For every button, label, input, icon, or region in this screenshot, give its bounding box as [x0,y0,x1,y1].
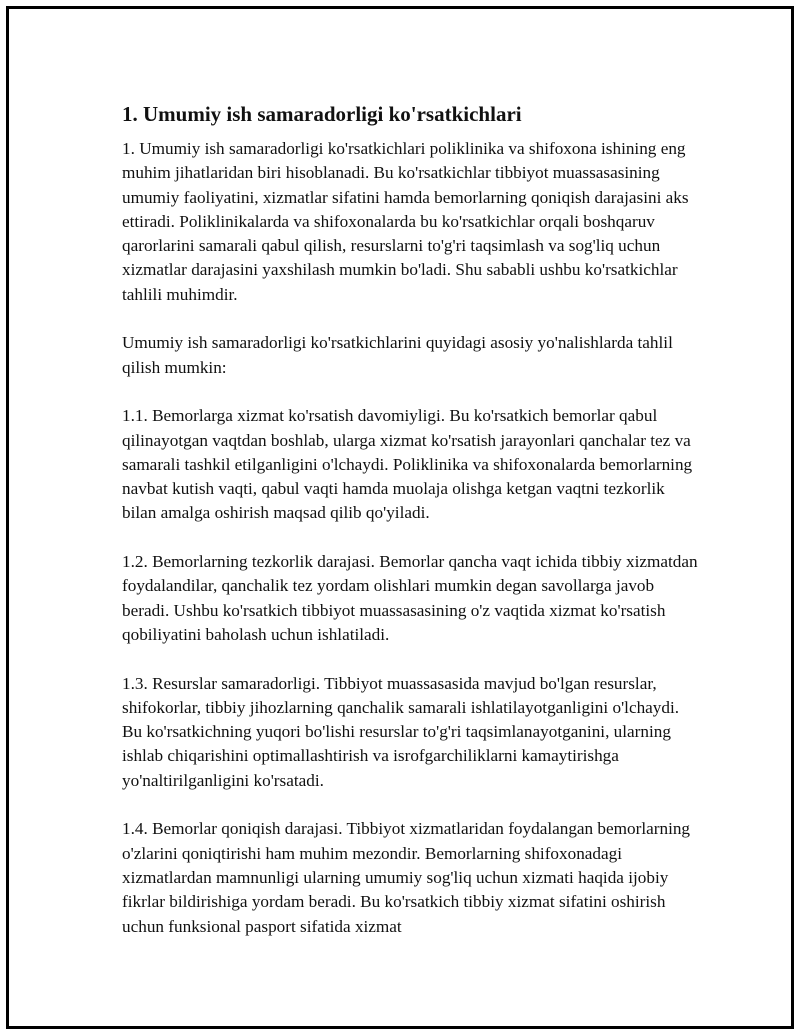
section-heading: 1. Umumiy ish samaradorligi ko'rsatkichlari [122,102,522,126]
paragraph-intro: 1. Umumiy ish samaradorligi ko'rsatkichlari poliklinika va shifoxona ishining eng muhim jihatlaridan biri hisoblanadi. Bu ko'rsatkichlar tibbiyot muassasasining umumiy faoliyatini, xizmatlar sifatini hamda bemorlarning qoniqish darajasini aks ettiradi. Poliklinikalarda va shifoxonalarda bu ko'rsatkichlar orqali boshqaruv qarorlarini samarali qabul qilish, resurslarni to'g'ri taqsimlash va sog'liq uchun xizmatlar darajasini yaxshilash mumkin bo'ladi. Shu sababli ushbu ko'rsatkichlar tahlili muhimdir. [122,139,689,304]
paragraph-1-2: 1.2. Bemorlarning tezkorlik darajasi. Bemorlar qancha vaqt ichida tibbiy xizmatdan foydalandilar, qanchalik tez yordam olishlari mumkin degan savollarga javob beradi. Ushbu ko'rsatkich tibbiyot muassasasining o'z vaqtida xizmat ko'rsatish qobiliyatini baholash uchun ishlatiladi. [122,552,698,644]
paragraph-1-4: 1.4. Bemorlar qoniqish darajasi. Tibbiyot xizmatlaridan foydalangan bemorlarning o'zlarini qoniqtirishi ham muhim mezondir. Bemorlarning shifoxonadagi xizmatlardan mamnunligi ularning umumiy sog'liq uchun xizmati haqida ijobiy fikrlar bildirishiga yordam beradi. Bu ko'rsatkich tibbiy xizmat sifatini oshirish uchun funksional pasport sifatida xizmat [122,819,691,936]
page-frame [6,6,794,1029]
paragraph-1-1: 1.1. Bemorlarga xizmat ko'rsatish davomiyligi. Bu ko'rsatkich bemorlar qabul qilinayotgan vaqtdan boshlab, ularga xizmat ko'rsatish jarayonlari qanchalar tez va samarali tashkil etilganligini o'lchaydi. Poliklinika va shifoxonalarda bemorlarning navbat kutish vaqti, qabul vaqti hamda muolaja olishga ketgan vaqtni tezkorlik bilan amalga oshirish maqsad qilib qo'yiladi. [122,406,693,523]
document-body [122,99,702,963]
paragraph-directions: Umumiy ish samaradorligi ko'rsatkichlarini quyidagi asosiy yo'nalishlarda tahlil qilish mumkin: [122,333,673,377]
paragraph-1-3: 1.3. Resurslar samaradorligi. Tibbiyot muassasasida mavjud bo'lgan resurslar, shifokorlar, tibbiy jihozlarning qanchalik samarali ishlatilayotganligini o'lchaydi. Bu ko'rsatkichning yuqori bo'lishi resurslar to'g'ri taqsimlanayotganini, ularning ishlab chiqarishini optimallashtirish va isrofgarchiliklarni kamaytirishga yo'naltirilganligini ko'rsatadi. [122,673,680,790]
